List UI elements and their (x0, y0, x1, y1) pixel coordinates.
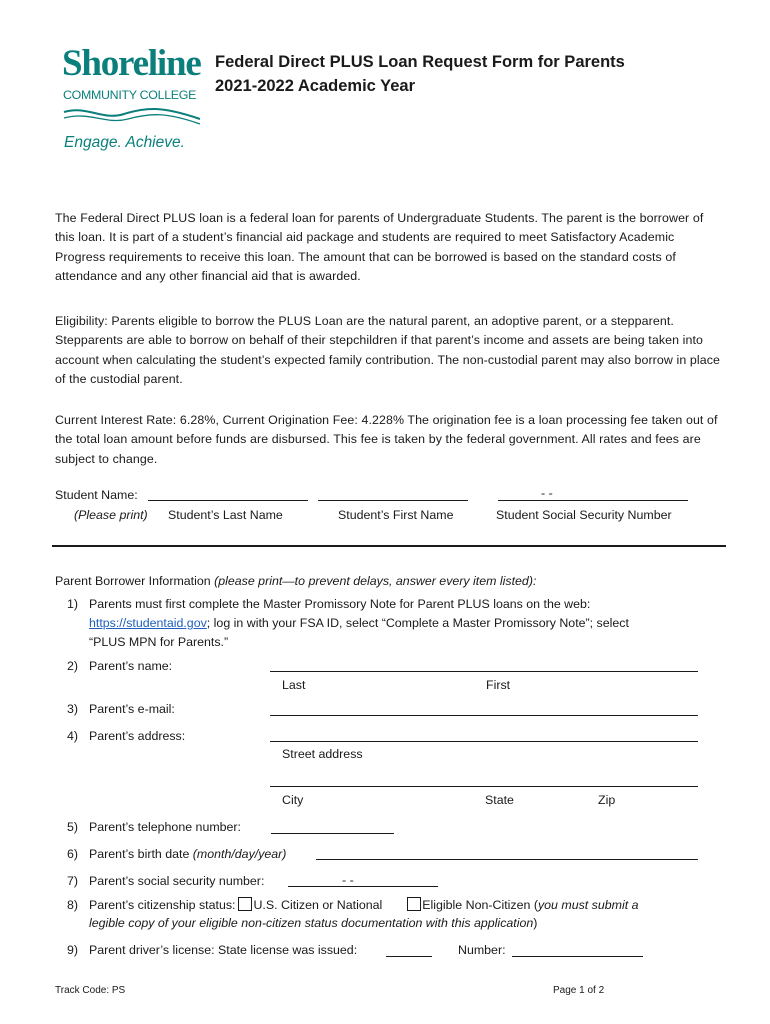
parent-name-label: Parent’s name: (89, 659, 173, 673)
item-number: 2) (67, 659, 79, 673)
item-number: 5) (67, 820, 79, 834)
intro-paragraph: The Federal Direct PLUS loan is a federal loan for parents of Undergraduate Students. The parent is the borrower of this loan. It is part of a student’s financial aid package and students are required to meet Satisfactory Academic Progress requirements to receive this loan. The amount that can be borrowed is based on the standard costs of attendance and any other financial aid that is awarded. (55, 211, 704, 283)
list-item (67, 845, 286, 863)
us-citizen-label: U.S. Citizen or National (253, 898, 383, 912)
parent-section-heading (55, 572, 536, 590)
item-number: 3) (67, 702, 79, 716)
rates-paragraph: Current Interest Rate: 6.28%, Current Origination Fee: 4.228% The origination fee is a loan processing fee taken out of the total loan amount before funds are disbursed. This fee is taken by the federal government. All rates and fees are subject to change. (55, 413, 718, 466)
drivers-license-label: Parent driver’s license: State license was issued: (89, 943, 358, 957)
license-number-field[interactable] (512, 956, 643, 957)
state-label: State (485, 793, 514, 807)
list-item (67, 595, 590, 613)
non-citizen-label: Eligible Non-Citizen ( (422, 898, 538, 912)
student-ssn-field[interactable] (498, 500, 688, 501)
page-number: Page 1 of 2 (553, 985, 605, 996)
parent-heading-text: Parent Borrower Information (55, 574, 215, 588)
title-line-1: Federal Direct PLUS Loan Request Form for Parents (215, 53, 625, 71)
college-logo (62, 44, 212, 154)
item-number: 6) (67, 847, 79, 861)
mpn-instructions-2: ; log in with your FSA ID, select “Complete a Master Promissory Note”; select (206, 616, 629, 630)
zip-label: Zip (598, 793, 616, 807)
citizenship-label: Parent’s citizenship status: (89, 898, 236, 912)
parent-ssn-label: Parent’s social security number: (89, 874, 265, 888)
parent-last-label: Last (282, 678, 306, 692)
student-first-name-field[interactable] (318, 500, 468, 501)
street-address-label: Street address (282, 747, 363, 761)
non-citizen-note-2: legible copy of your eligible non-citizen status documentation with this application (89, 916, 534, 930)
list-item-cont (89, 614, 629, 632)
logo-name: Shoreline (62, 43, 201, 84)
list-item-cont (89, 914, 537, 932)
non-citizen-note: you must submit a (537, 898, 639, 912)
parent-name-field[interactable] (270, 671, 698, 672)
parent-city-state-zip-field[interactable] (270, 786, 698, 787)
parent-birthdate-field[interactable] (316, 859, 698, 860)
parent-street-field[interactable] (270, 741, 698, 742)
student-last-name-field[interactable] (148, 500, 308, 501)
parent-phone-field[interactable] (271, 833, 394, 834)
us-citizen-checkbox[interactable] (238, 897, 252, 911)
list-item (67, 872, 264, 890)
birthdate-format-note: (month/day/year) (192, 847, 287, 861)
list-item (67, 700, 175, 718)
parent-ssn-dashes: - - (342, 873, 354, 887)
form-title (215, 50, 625, 98)
item-number: 8) (67, 898, 79, 912)
item-number: 7) (67, 874, 79, 888)
city-label: City (282, 793, 304, 807)
non-citizen-note-end: ) (533, 916, 538, 930)
student-ssn-dashes: - - (541, 486, 553, 500)
please-print-note: (Please print) (74, 508, 148, 522)
license-state-field[interactable] (386, 956, 432, 957)
wave-icon (62, 104, 202, 126)
list-item (67, 818, 241, 836)
studentaid-link[interactable]: https://studentaid.gov (89, 616, 207, 630)
section-divider (52, 545, 726, 547)
list-item (67, 896, 639, 914)
student-last-name-label: Student’s Last Name (168, 508, 283, 522)
mpn-instructions-3: “PLUS MPN for Parents.” (89, 635, 229, 649)
eligibility-paragraph: Eligibility: Parents eligible to borrow the PLUS Loan are the natural parent, an adoptive parent, or a stepparent. Stepparents are able to borrow on behalf of their stepchildren if that parent’s income and assets are being taken into account when calculating the student’s expected family contribution. The non-custodial parent may also borrow in place of the custodial parent. (55, 314, 720, 386)
parent-phone-label: Parent’s telephone number: (89, 820, 242, 834)
item-number: 4) (67, 729, 79, 743)
list-item (67, 657, 172, 675)
logo-subtitle: COMMUNITY COLLEGE (63, 88, 197, 102)
parent-ssn-field[interactable] (288, 886, 438, 887)
eligible-non-citizen-checkbox[interactable] (407, 897, 421, 911)
mpn-instructions: Parents must first complete the Master Promissory Note for Parent PLUS loans on the web: (89, 597, 591, 611)
item-number: 1) (67, 597, 79, 611)
parent-address-label: Parent’s address: (89, 729, 186, 743)
parent-email-field[interactable] (270, 715, 698, 716)
license-number-label: Number: (458, 943, 506, 957)
student-first-name-label: Student’s First Name (338, 508, 454, 522)
track-code: Track Code: PS (55, 985, 126, 996)
student-name-label: Student Name: (55, 488, 138, 502)
list-item (67, 727, 185, 745)
student-ssn-label: Student Social Security Number (496, 508, 672, 522)
logo-tagline: Engage. Achieve. (64, 134, 185, 151)
parent-email-label: Parent’s e-mail: (89, 702, 175, 716)
item-number: 9) (67, 943, 79, 957)
title-line-2: 2021-2022 Academic Year (215, 77, 415, 95)
parent-first-label: First (486, 678, 511, 692)
parent-birthdate-label: Parent’s birth date (89, 847, 193, 861)
parent-heading-note: (please print—to prevent delays, answer every item listed): (214, 574, 537, 588)
list-item (67, 941, 357, 959)
